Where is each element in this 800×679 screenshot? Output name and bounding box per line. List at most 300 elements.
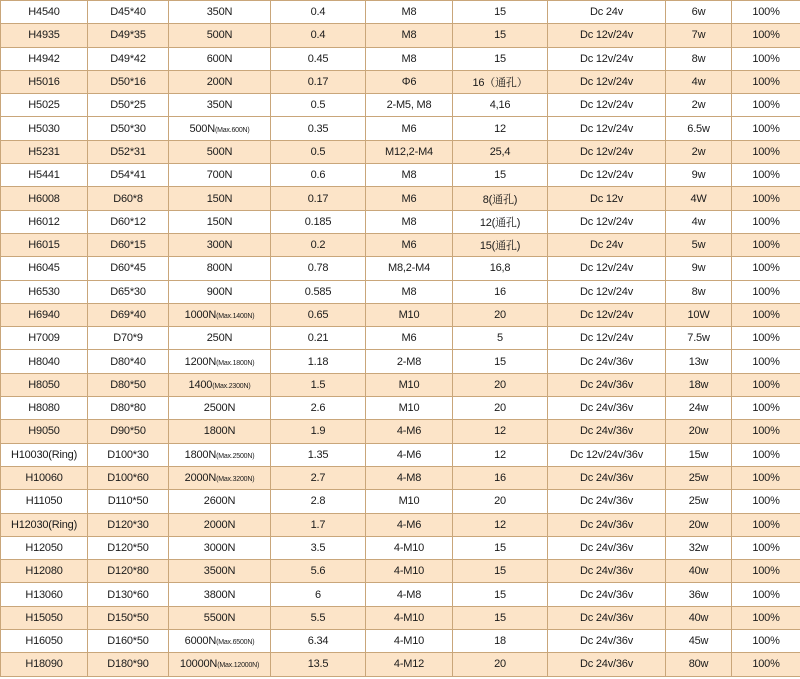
force-cell [169, 350, 271, 373]
voltage-cell [548, 606, 666, 629]
force-max-text: (Max.6500N) [216, 639, 255, 647]
stroke-text: 13.5 [307, 658, 329, 671]
power-cell [666, 257, 732, 280]
model-text: H6008 [28, 192, 60, 205]
stroke-text: 0.65 [307, 309, 329, 321]
duty-cell [732, 630, 800, 653]
voltage-cell [548, 653, 666, 676]
force-max-text: (Max.2500N) [216, 452, 255, 460]
depth-cell [453, 420, 548, 443]
model-cell [1, 653, 88, 676]
voltage-text: Dc 12v/24v [579, 99, 634, 112]
duty-cell [732, 327, 800, 350]
duty-text: 100% [752, 215, 780, 228]
depth-text: 25,4 [489, 145, 511, 158]
power-cell [666, 94, 732, 117]
stroke-cell [271, 140, 366, 163]
voltage-cell [548, 187, 666, 210]
model-text: H12080 [25, 565, 63, 578]
stroke-cell [271, 24, 366, 47]
depth-cell [453, 47, 548, 70]
thread-text: M6 [401, 192, 417, 205]
size-cell [88, 140, 169, 163]
voltage-text: Dc 24v/36v [579, 611, 634, 624]
depth-text: 12 [494, 122, 506, 135]
force-cell [169, 536, 271, 559]
voltage-cell [548, 630, 666, 653]
power-text: 18w [688, 378, 709, 391]
voltage-text: Dc 12v/24v/36v [569, 448, 644, 461]
stroke-text: 1.35 [307, 448, 329, 461]
table-row [1, 466, 800, 489]
power-cell [666, 420, 732, 443]
force-max-text: (Max.1400N) [216, 313, 255, 320]
thread-text: M8,2-M4 [388, 262, 430, 275]
size-text: D69*40 [110, 309, 146, 321]
thread-text: M10 [398, 495, 420, 508]
force-max-text: (Max.600N) [214, 126, 250, 134]
voltage-cell [548, 490, 666, 513]
power-cell [666, 233, 732, 256]
force-cell [169, 187, 271, 210]
depth-cell [453, 117, 548, 140]
power-text: 80w [688, 658, 709, 671]
stroke-cell [271, 233, 366, 256]
depth-text: 15 [494, 355, 506, 368]
size-cell [88, 117, 169, 140]
size-cell [88, 513, 169, 536]
depth-text: 20 [494, 378, 506, 391]
voltage-text: Dc 12v/24v [579, 169, 634, 182]
thread-text: 4-M8 [396, 472, 422, 485]
stroke-cell [271, 630, 366, 653]
size-cell [88, 350, 169, 373]
duty-cell [732, 257, 800, 280]
stroke-text: 0.78 [307, 262, 329, 275]
table-row [1, 606, 800, 629]
voltage-text: Dc 12v [589, 192, 624, 205]
voltage-cell [548, 117, 666, 140]
thread-text: M10 [398, 402, 420, 415]
voltage-text: Dc 12v/24v [579, 332, 634, 345]
power-cell [666, 606, 732, 629]
power-cell [666, 490, 732, 513]
power-text: 32w [688, 541, 709, 554]
power-cell [666, 187, 732, 210]
model-cell [1, 583, 88, 606]
size-cell [88, 257, 169, 280]
size-text: D100*30 [107, 448, 149, 461]
stroke-text: 1.9 [310, 425, 326, 438]
depth-cell [453, 350, 548, 373]
force-cell [169, 1, 271, 24]
size-text: D120*50 [107, 541, 149, 554]
depth-cell [453, 606, 548, 629]
model-cell [1, 140, 88, 163]
force-cell [169, 653, 271, 676]
force-text: 10000N [179, 658, 218, 671]
duty-cell [732, 420, 800, 443]
size-cell [88, 560, 169, 583]
thread-text: 4-M6 [396, 425, 422, 438]
depth-text: 15 [494, 6, 506, 19]
model-cell [1, 210, 88, 233]
thread-cell [366, 303, 453, 326]
force-cell [169, 373, 271, 396]
voltage-cell [548, 350, 666, 373]
model-text: H10030(Ring) [10, 448, 78, 461]
depth-cell [453, 140, 548, 163]
size-cell [88, 630, 169, 653]
depth-text: 15 [494, 588, 506, 601]
depth-cell [453, 397, 548, 420]
size-cell [88, 536, 169, 559]
power-cell [666, 373, 732, 396]
thread-text: M10 [398, 309, 420, 321]
force-cell [169, 397, 271, 420]
voltage-cell [548, 164, 666, 187]
depth-cell [453, 490, 548, 513]
thread-text: M6 [401, 122, 417, 135]
table-row [1, 373, 800, 396]
power-cell [666, 466, 732, 489]
size-text: D180*90 [107, 658, 149, 671]
depth-cell [453, 303, 548, 326]
stroke-text: 1.5 [310, 378, 326, 391]
thread-text: 4-M12 [393, 658, 425, 671]
duty-text: 100% [752, 378, 780, 391]
voltage-text: Dc 24v/36v [579, 541, 634, 554]
size-cell [88, 327, 169, 350]
depth-text: 16,8 [489, 262, 511, 275]
thread-text: M6 [401, 239, 417, 252]
thread-cell [366, 24, 453, 47]
thread-text: 2-M8 [396, 355, 422, 368]
stroke-text: 0.6 [310, 169, 326, 182]
model-cell [1, 443, 88, 466]
voltage-cell [548, 327, 666, 350]
voltage-cell [548, 397, 666, 420]
size-text: D50*25 [110, 99, 146, 112]
depth-text: 4,16 [489, 99, 511, 112]
table-row [1, 24, 800, 47]
voltage-text: Dc 24v/36v [579, 472, 634, 485]
stroke-cell [271, 466, 366, 489]
size-text: D45*40 [110, 6, 146, 19]
thread-text: 4-M10 [393, 541, 425, 554]
force-text: 1800N [203, 425, 236, 438]
force-cell [169, 70, 271, 93]
size-cell [88, 280, 169, 303]
duty-text: 100% [752, 99, 780, 112]
stroke-text: 2.7 [310, 472, 326, 485]
force-max-text: (Max.2300N) [212, 382, 251, 390]
depth-text: 16 [494, 472, 506, 485]
voltage-text: Dc 24v/36v [579, 518, 634, 531]
depth-text: 12(通孔) [479, 216, 521, 229]
model-cell [1, 47, 88, 70]
depth-cell [453, 560, 548, 583]
depth-text: 20 [494, 495, 506, 508]
size-cell [88, 47, 169, 70]
force-text: 1200N [184, 355, 217, 368]
power-cell [666, 140, 732, 163]
size-cell [88, 187, 169, 210]
depth-cell [453, 466, 548, 489]
size-text: D120*30 [107, 518, 149, 531]
power-text: 8w [691, 52, 706, 65]
force-cell [169, 583, 271, 606]
model-cell [1, 420, 88, 443]
power-text: 40w [688, 565, 709, 578]
voltage-cell [548, 303, 666, 326]
table-row [1, 653, 800, 676]
thread-text: 4-M10 [393, 611, 425, 624]
duty-text: 100% [752, 29, 780, 42]
power-cell [666, 513, 732, 536]
depth-cell [453, 280, 548, 303]
force-max-text: (Max.12000N) [217, 662, 260, 670]
force-text: 150N [206, 215, 233, 228]
stroke-cell [271, 583, 366, 606]
force-text: 250N [206, 332, 233, 345]
size-cell [88, 210, 169, 233]
size-cell [88, 303, 169, 326]
voltage-cell [548, 47, 666, 70]
depth-cell [453, 630, 548, 653]
power-text: 7.5w [687, 332, 710, 345]
depth-cell [453, 94, 548, 117]
model-cell [1, 280, 88, 303]
stroke-cell [271, 280, 366, 303]
duty-cell [732, 70, 800, 93]
table-row [1, 47, 800, 70]
power-cell [666, 536, 732, 559]
model-text: H5016 [28, 76, 60, 89]
model-cell [1, 536, 88, 559]
depth-text: 18 [494, 635, 506, 648]
size-cell [88, 164, 169, 187]
stroke-text: 3.5 [310, 541, 326, 554]
force-cell [169, 630, 271, 653]
power-cell [666, 630, 732, 653]
voltage-text: Dc 24v/36v [579, 425, 634, 438]
stroke-cell [271, 350, 366, 373]
force-text: 1400 [188, 378, 213, 391]
duty-cell [732, 490, 800, 513]
force-text: 2000N [184, 472, 217, 485]
thread-cell [366, 164, 453, 187]
table-row [1, 560, 800, 583]
depth-text: 15 [494, 541, 506, 554]
voltage-cell [548, 536, 666, 559]
duty-text: 100% [752, 355, 780, 368]
thread-cell [366, 117, 453, 140]
force-text: 200N [206, 76, 233, 89]
duty-text: 100% [752, 239, 780, 252]
thread-cell [366, 420, 453, 443]
voltage-cell [548, 70, 666, 93]
size-cell [88, 420, 169, 443]
power-text: 13w [688, 355, 709, 368]
depth-cell [453, 24, 548, 47]
duty-cell [732, 210, 800, 233]
force-text: 500N [206, 29, 233, 42]
model-text: H18090 [25, 658, 63, 671]
size-cell [88, 466, 169, 489]
size-text: D52*31 [110, 145, 146, 158]
duty-text: 100% [752, 122, 780, 135]
force-cell [169, 47, 271, 70]
stroke-text: 0.21 [307, 332, 329, 345]
thread-cell [366, 443, 453, 466]
stroke-text: 6.34 [307, 635, 329, 648]
thread-cell [366, 187, 453, 210]
depth-cell [453, 443, 548, 466]
duty-cell [732, 164, 800, 187]
voltage-text: Dc 12v/24v [579, 122, 634, 135]
size-cell [88, 24, 169, 47]
duty-text: 100% [752, 495, 780, 508]
thread-cell [366, 513, 453, 536]
thread-cell [366, 94, 453, 117]
table-row [1, 303, 800, 326]
thread-text: M8 [401, 6, 417, 19]
thread-text: M8 [401, 52, 417, 65]
depth-cell [453, 257, 548, 280]
stroke-text: 0.5 [310, 99, 326, 112]
model-text: H12050 [25, 541, 63, 554]
duty-cell [732, 606, 800, 629]
table-row [1, 70, 800, 93]
voltage-cell [548, 373, 666, 396]
table-row [1, 490, 800, 513]
force-text: 150N [206, 192, 233, 205]
thread-cell [366, 466, 453, 489]
power-cell [666, 24, 732, 47]
model-text: H4540 [28, 6, 60, 19]
thread-cell [366, 210, 453, 233]
thread-text: Φ6 [401, 76, 417, 89]
force-text: 2000N [203, 518, 236, 531]
depth-cell [453, 653, 548, 676]
power-cell [666, 397, 732, 420]
stroke-cell [271, 653, 366, 676]
model-text: H8040 [28, 355, 60, 368]
duty-text: 100% [752, 262, 780, 275]
power-text: 20w [688, 425, 709, 438]
model-text: H8080 [28, 402, 60, 415]
power-text: 7w [691, 29, 706, 42]
stroke-cell [271, 210, 366, 233]
thread-text: 4-M6 [396, 448, 422, 461]
force-text: 1000N [184, 309, 217, 321]
voltage-text: Dc 12v/24v [579, 52, 634, 65]
voltage-cell [548, 420, 666, 443]
size-cell [88, 583, 169, 606]
stroke-cell [271, 536, 366, 559]
duty-cell [732, 303, 800, 326]
model-text: H6045 [28, 262, 60, 275]
depth-text: 15 [494, 169, 506, 182]
duty-cell [732, 187, 800, 210]
duty-cell [732, 513, 800, 536]
voltage-cell [548, 560, 666, 583]
duty-cell [732, 94, 800, 117]
duty-text: 100% [752, 76, 780, 89]
power-text: 5w [691, 239, 706, 252]
thread-cell [366, 350, 453, 373]
power-text: 9w [691, 262, 706, 275]
stroke-cell [271, 1, 366, 24]
force-cell [169, 513, 271, 536]
force-cell [169, 94, 271, 117]
duty-text: 100% [752, 635, 780, 648]
model-cell [1, 350, 88, 373]
model-text: H8050 [28, 378, 60, 391]
power-text: 25w [688, 495, 709, 508]
voltage-cell [548, 466, 666, 489]
voltage-text: Dc 24v/36v [579, 355, 634, 368]
thread-cell [366, 397, 453, 420]
size-text: D50*16 [110, 76, 146, 89]
depth-cell [453, 513, 548, 536]
force-text: 800N [206, 262, 233, 275]
thread-text: 4-M6 [396, 518, 422, 531]
model-cell [1, 466, 88, 489]
voltage-cell [548, 513, 666, 536]
depth-text: 20 [494, 402, 506, 415]
duty-cell [732, 560, 800, 583]
stroke-text: 0.4 [310, 6, 326, 19]
thread-cell [366, 70, 453, 93]
table-row [1, 187, 800, 210]
duty-text: 100% [752, 52, 780, 65]
force-text: 600N [206, 52, 233, 65]
power-text: 4w [691, 76, 706, 89]
depth-text: 8(通孔) [482, 193, 518, 206]
duty-cell [732, 350, 800, 373]
force-text: 700N [206, 169, 233, 182]
thread-cell [366, 583, 453, 606]
model-cell [1, 187, 88, 210]
model-cell [1, 117, 88, 140]
depth-text: 16 [494, 285, 506, 298]
size-cell [88, 94, 169, 117]
voltage-cell [548, 24, 666, 47]
stroke-text: 2.6 [310, 402, 326, 415]
force-text: 3800N [203, 588, 236, 601]
voltage-cell [548, 280, 666, 303]
power-text: 2w [691, 99, 706, 112]
voltage-cell [548, 443, 666, 466]
table-row [1, 443, 800, 466]
model-cell [1, 327, 88, 350]
model-cell [1, 1, 88, 24]
power-text: 6w [691, 6, 706, 19]
duty-cell [732, 373, 800, 396]
model-cell [1, 513, 88, 536]
power-cell [666, 280, 732, 303]
thread-text: M8 [401, 29, 417, 42]
thread-cell [366, 140, 453, 163]
model-cell [1, 373, 88, 396]
voltage-text: Dc 12v/24v [579, 285, 634, 298]
power-cell [666, 210, 732, 233]
voltage-text: Dc 24v/36v [579, 495, 634, 508]
force-cell [169, 443, 271, 466]
stroke-text: 0.4 [310, 29, 326, 42]
